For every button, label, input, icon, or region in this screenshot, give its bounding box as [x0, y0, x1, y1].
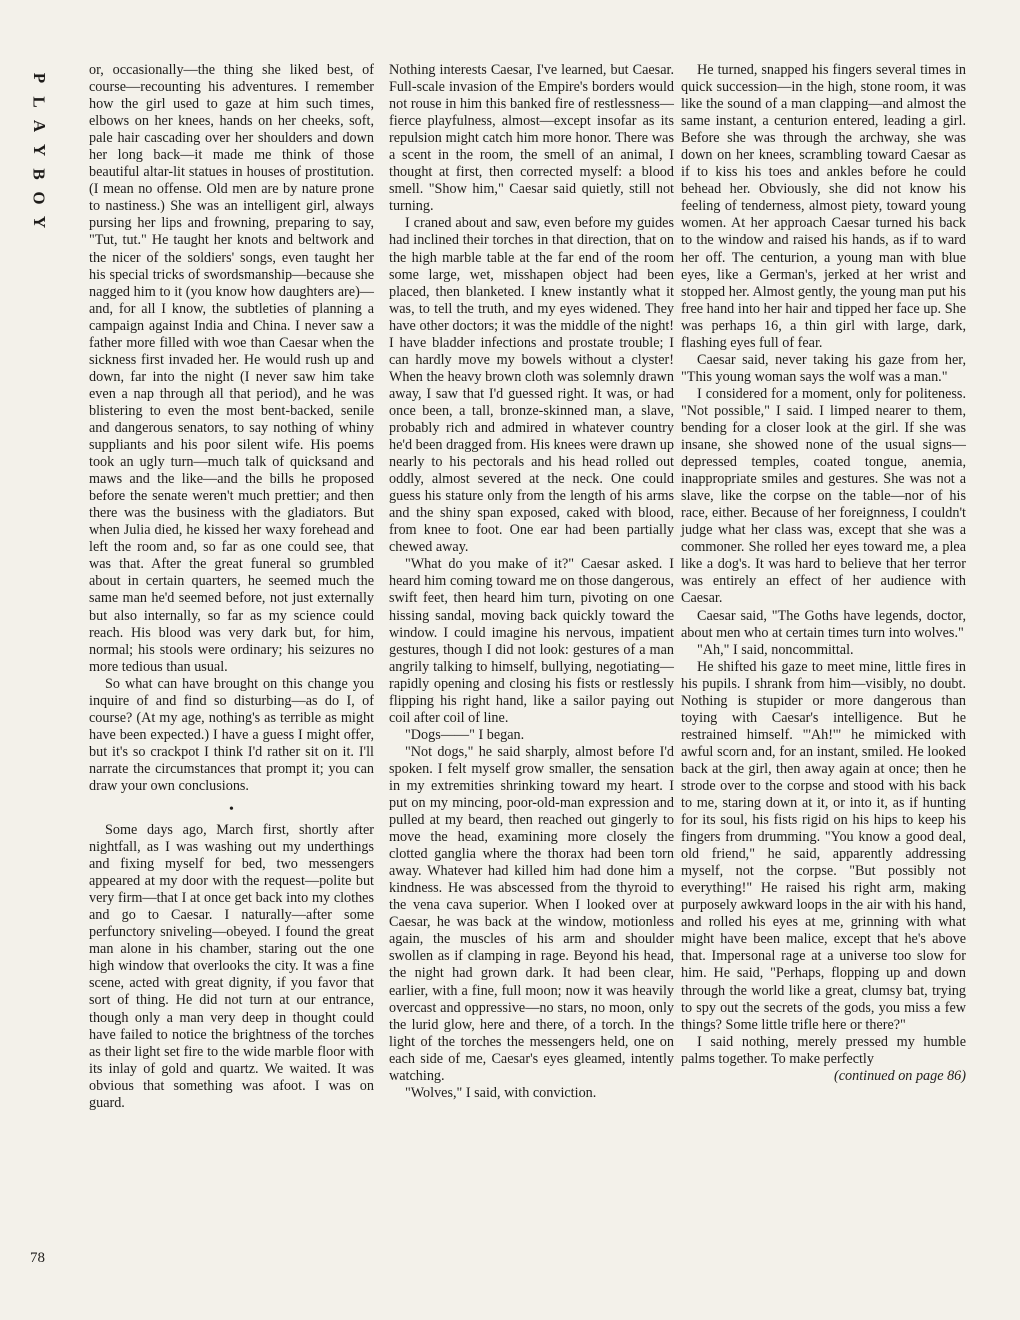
- paragraph: He turned, snapped his fingers several times in quick succession—in the high, stone room, it was like the sound of a man clapping—and almost the same instant, a centurion entered, leading a girl. Before she was through the archway, she was down on her knees, scrambling toward Caesar as if to kiss his toes and ankles before he could behead her. Obviously, she did not know his feeling of tenderness, almost piety, toward young women. At her approach Caesar turned his back to the window and raised his hands, as if to ward her off. The centurion, a young man with blue eyes, like a German's, jerked at her wrist and stopped her. Almost gently, the young man put his free hand into her hair and tipped her face up. She was perhaps 16, a thin girl with large, dark, flashing eyes full of fear.: [681, 62, 966, 351]
- text-column-3: [681, 62, 966, 1085]
- paragraph: He shifted his gaze to meet mine, little fires in his pupils. I shrank from him—visibly, no doubt. Nothing is stupider or more dangerous than toying with Caesar's intelligence. But he restrained himself. "'Ah!'" he mimicked with awful scorn and, for an instant, smiled. He looked back at the girl, then away again at once; then he strode over to the corpse and stood with his back to me, staring down at it, or into it, as if hunting for its soul, his fists rigid on his hips to keep his fingers from drumming. "You know a good deal, old friend," he said, apparently addressing myself, not the corpse. "But possibly not everything!" He raised his right arm, making purposely awkward loops in the air with his hand, and rolled his eyes at me, grinning with what might have been malice, except that he's above that. Impersonal rage at a universe too slow for him. He said, "Perhaps, flopping up and down through the world like a great, clumsy bat, trying to spy out the secrets of the gods, you miss a few things? Some little trifle here or there?": [681, 658, 966, 1033]
- paragraph: "Dogs——" I began.: [405, 726, 525, 743]
- text-column-2: [389, 62, 674, 1102]
- magazine-letter: A: [30, 119, 49, 133]
- magazine-letter: P: [29, 72, 49, 84]
- paragraph: I craned about and saw, even before my guides had inclined their torches in that direction, that on the high marble table at the far end of the room some large, wet, misshapen object had been placed, then blanketed. I knew instantly what it was, to tell the truth, and my eyes widened. They have other doctors; it was the middle of the night! I have bladder infections and prostate trouble; I can hardly move my bowels without a clyster! When the heavy brown cloth was solemnly drawn away, I saw that I'd guessed right. It was, or had once been, a tall, bronze-skinned man, a slave, probably rich and admired in whatever country he'd been dragged from. His knees were drawn up nearly to his pectorals and his head rolled out oddly, almost severed at the neck. One could guess his stature only from the length of his arms and the shiny span exposed, caked with blood, from knee to foot. One ear had been partially chewed away.: [389, 215, 674, 556]
- paragraph: So what can have brought on this change you inquire of and find so disturbing—as do I, of course? (At my age, nothing's as terrible as might have been expected.) I have a guess I might offer, but it's so crackpot I think I'd rather sit on it. I'll narrate the circumstances that prompt it; you can draw your own conclusions.: [89, 675, 374, 794]
- section-break: •: [229, 802, 234, 818]
- magazine-letter: O: [29, 191, 49, 205]
- paragraph: Caesar said, "The Goths have legends, doctor, about men who at certain times turn into wolves.": [681, 607, 966, 641]
- magazine-letter: Y: [30, 215, 49, 229]
- text-column-1: [89, 62, 374, 1112]
- page-number: 78: [30, 1250, 45, 1266]
- paragraph: "What do you make of it?" Caesar asked. I heard him coming toward me on those dangerous, swift feet, then heard him turn, pivoting on one hissing sandal, moving back quickly toward the window. I could imagine his nervous, impatient gestures, though I did not look: gestures of a man angrily talking to himself, bullying, negotiating—rapidly opening and closing his fists or restlessly flipping his right hand, like a sailor paying out coil after coil of line.: [389, 556, 674, 726]
- paragraph: Nothing interests Caesar, I've learned, but Caesar. Full-scale invasion of the Empire's borders would not rouse in him this banked fire of restlessness—fierce playfulness, almost—except insofar as its repulsion might catch him more honor. There was a scent in the room, the smell of an animal, I thought at first, then corrected myself: a blood smell. "Show him," Caesar said quietly, still not turning.: [389, 62, 674, 215]
- paragraph: I said nothing, merely pressed my humble palms together. To make perfectly: [681, 1033, 966, 1067]
- magazine-letter: Y: [30, 143, 49, 157]
- paragraph: or, occasionally—the thing she liked best, of course—recounting his adventures. I remember how the girl used to gaze at him such times, elbows on her knees, hands on her cheeks, soft, pale hair cascading over her shoulders and down her long back—it made me think of those beautiful altar-lit statues in houses of prostitution. (I mean no offense. Old men are by nature prone to nastiness.) She was an intelligent girl, always pursing her lips and frowning, preparing to say, "Tut, tut." He taught her knots and beltwork and the nicer of the soldiers' songs, even taught her his special tricks of swordsmanship—because she nagged him to it (you know how daughters are)—and, for all I know, the subtleties of planning a campaign against India and China. I never saw a father more filled with woe than Caesar when the sickness first invaded her. He would rush up and down, far into the night (I never saw him take even a nap through all that period), and he was blistering to even the most bent-backed, senile and dangerous senators, to say nothing of whiny suppliants and his poor silent wife. His poems took an ugly turn—much talk of quicksand and maws and the like—and the bills he proposed before the senate weren't much prettier; and then there was the business with the gladiators. But when Julia died, he kissed her waxy forehead and left the room and, so far as one could see, that was that. After the great funeral so grumbled about in certain quarters, he seemed much the same man he'd seemed before, not just externally but also internally, so far as my science could reach. His blood was very dark but, for him, normal; his stools were ordinary; his seizures no more tedious than usual.: [89, 62, 374, 675]
- paragraph: "Not dogs," he said sharply, almost before I'd spoken. I felt myself grow smaller, the sensation in my extremities shrinking toward my heart. I put on my mincing, poor-old-man expression and pulled at my beard, then reached out gingerly to move the head, examining more closely the clotted ganglia where the thorax had been torn away. Whatever had killed him had done him a kindness. He was abscessed from the thyroid to the vena cava superior. When I looked over at Caesar, he was back at the window, motionless again, the muscles of his arm and shoulder swollen as if clamping in rage. Beyond his head, the night had grown dark. It had been clear, earlier, with a fine, full moon; now it was heavily overcast and oppressive—no stars, no moon, only the lurid glow, here and there, of a torch. In the light of the torches the messengers held, one on each side of me, Caesar's eyes gleamed, intently watching.: [389, 743, 674, 1084]
- paragraph: "Wolves," I said, with conviction.: [405, 1084, 597, 1101]
- magazine-letter: B: [30, 168, 49, 180]
- paragraph: "Ah," I said, noncommittal.: [697, 641, 854, 658]
- paragraph: Caesar said, never taking his gaze from her, "This young woman says the wolf was a man.": [681, 351, 966, 385]
- paragraph: I considered for a moment, only for politeness. "Not possible," I said. I limped nearer to them, bending for a closer look at the girl. If she was insane, she showed none of the usual signs—depressed temples, coated tongue, anemia, inappropriate smiles and gestures. She was not a slave, like the corpse on the table—nor of his race, either. Because of her foreignness, I couldn't judge what her class was, except that she was a commoner. She rolled her eyes toward me, a plea like a dog's. It was hard to believe that her terror was entirely an effect of her audience with Caesar.: [681, 385, 966, 607]
- magazine-name-vertical: [28, 66, 50, 234]
- magazine-letter: L: [30, 96, 49, 108]
- paragraph: Some days ago, March first, shortly after nightfall, as I was washing out my underthings and fixing myself for bed, two messengers appeared at my door with the request—polite but very firm—that I at once get back into my clothes and go to Caesar. I naturally—after some perfunctory sniveling—obeyed. I found the great man alone in his chamber, staring out the one high window that overlooks the city. It was a fine scene, acted with great dignity, if you favor that sort of thing. He did not turn at our entrance, though only a man very deep in thought could have failed to notice the brightness of the torches as their light set fire to the wide marble floor with its inlay of gold and quartz. We waited. It was obvious that something was afoot. I was on guard.: [89, 822, 374, 1111]
- continued-note: (continued on page 86): [834, 1067, 966, 1084]
